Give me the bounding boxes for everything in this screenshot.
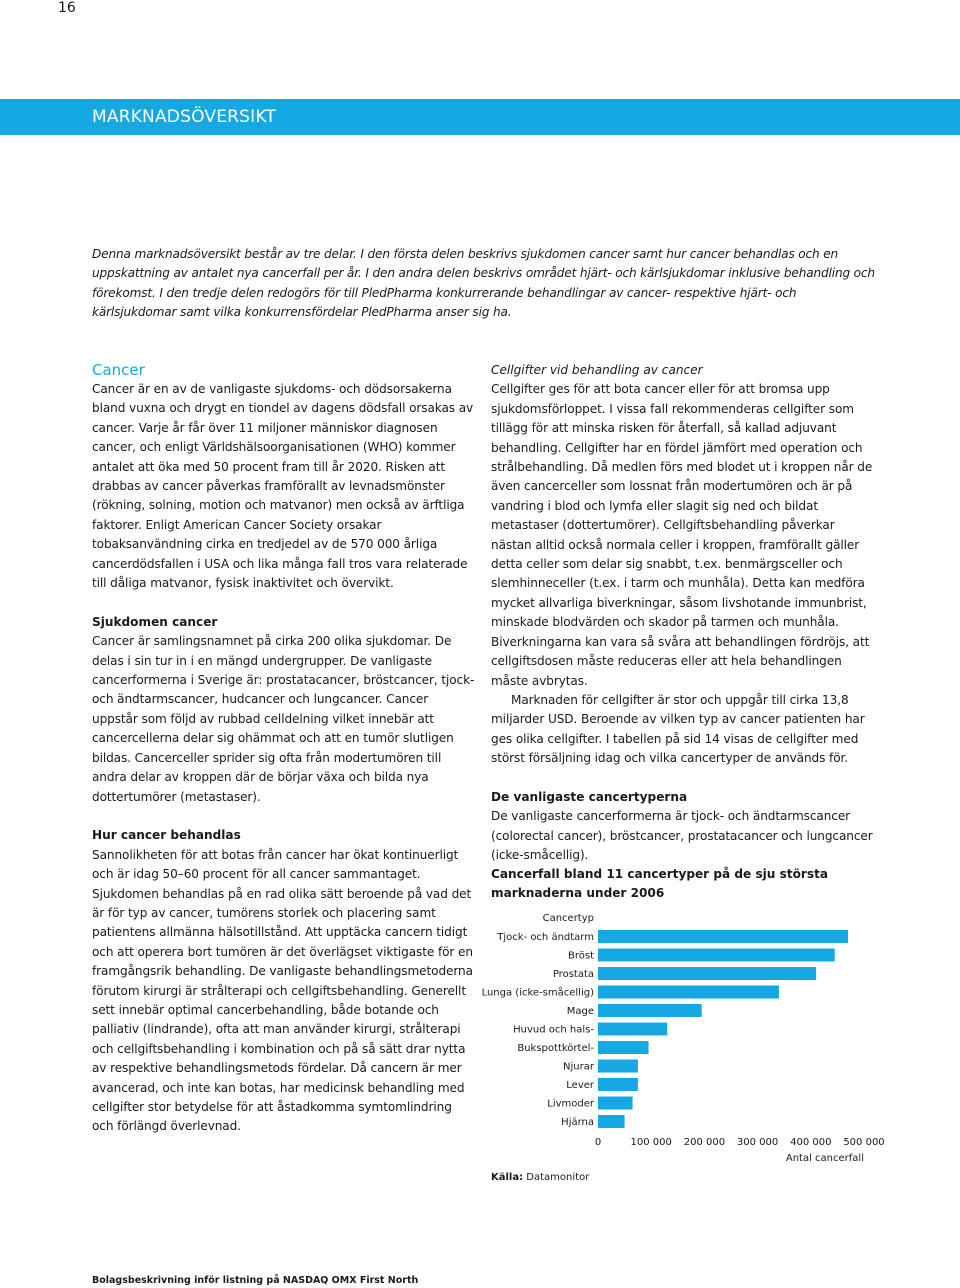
x-tick-label: 400 000 bbox=[790, 1137, 832, 1148]
bar bbox=[598, 930, 848, 943]
disease-heading: Sjukdomen cancer bbox=[92, 614, 218, 629]
category-axis-title: Cancertyp bbox=[542, 913, 594, 924]
x-tick-label: 500 000 bbox=[843, 1137, 885, 1148]
bar bbox=[598, 1023, 667, 1036]
bar bbox=[598, 1060, 638, 1073]
bar bbox=[598, 1041, 649, 1054]
chemo-heading: Cellgifter vid behandling av cancer bbox=[491, 363, 703, 377]
bar bbox=[598, 967, 816, 980]
value-axis-title: Antal cancerfall bbox=[785, 1153, 864, 1164]
bar bbox=[598, 1097, 633, 1110]
section-title: MARKNADSÖVERSIKT bbox=[92, 107, 276, 127]
treatment-body: Sannolikheten för att botas från cancer har ökat kontinuerligt och är idag 50–60 procent för all cancer sammantaget. Sjukdomen behandlas på en rad olika sätt beroende på vad det är för typ av cancer, tumörens storlek och placering samt patientens allmänna hälsotillstånd. Att upptäcka cancern tidigt och att operera bort tumören är det överlägset viktigaste för en framgångsrik behandling. De vanligaste behandlingsmetoderna förutom kirurgi är strålterapi och cellgiftsbehandling. Generellt sett innebär optimal cancerbehandling, både botande och palliativ (lindrande), ofta att man använder kirurgi, strålterapi och cellgiftsbehandling i kombination och på så sätt drar nytta av respektive behandlingsmetods fördelar. Då cancern är mer avancerad, och inte kan botas, har medicinsk behandling med cellgifter stor betydelse för att åstadkomma symtomlindring och förlängd överlevnad. bbox=[92, 847, 473, 1134]
cancer-heading: Cancer bbox=[92, 361, 145, 379]
common-types-body: De vanligaste cancerformerna är tjock- och ändtarmscancer (colorectal cancer), bröstcancer, prostatacancer och lungcancer (icke-småcellig). bbox=[491, 809, 873, 863]
source-label: Källa: bbox=[491, 1172, 524, 1183]
bar bbox=[598, 1004, 702, 1017]
disease-body: Cancer är samlingsnamnet på cirka 200 olika sjukdomar. De delas i sin tur in i en mängd undergrupper. De vanligaste cancerformerna i Sverige är: prostatacancer, bröstcancer, tjock- och ändtarmscancer, hudcancer och lungcancer. Cancer uppstår som följd av rubbad celldelning vilket innebär att cancercellerna delar sig ohämmat och att en tumör slutligen bildas. Cancerceller sprider sig ofta från modertumören till andra delar av kroppen där de börjar växa och bilda nya dottertumörer (metastaser). bbox=[92, 634, 475, 804]
cancer-body: Cancer är en av de vanligaste sjukdoms- och dödsorsakerna bland vuxna och drygt en tiondel av dagens dödsfall orsakas av cancer. Varje år får över 11 miljoner människor diagnosen cancer, och enligt Världshälsoorganisationen (WHO) kommer antalet att öka med 50 procent fram till år 2020. Risken att drabbas av cancer påverkas framförallt av levnadsmönster (rökning, solning, motion och matvanor) men också av ärftliga faktorer. Enligt American Cancer Society orsakar tobaksanvändning cirka en tredjedel av de 570 000 årliga cancerdödsfallen i USA och lika många fall tros vara relaterade till dåliga matvanor, fysisk inaktivitet och övervikt. bbox=[92, 382, 474, 591]
page-number: 16 bbox=[58, 0, 76, 16]
chart-source bbox=[491, 1171, 589, 1185]
bar bbox=[598, 1078, 638, 1091]
category-label: Njurar bbox=[563, 1061, 594, 1073]
category-label: Huvud och hals- bbox=[513, 1024, 594, 1036]
x-tick-label: 100 000 bbox=[630, 1137, 672, 1148]
source-value: Datamonitor bbox=[526, 1172, 590, 1183]
bar bbox=[598, 986, 779, 999]
bar bbox=[598, 949, 835, 962]
left-column bbox=[92, 360, 476, 1137]
bar bbox=[598, 1115, 625, 1128]
category-label: Tjock- och ändtarm bbox=[497, 932, 594, 943]
x-tick-label: 300 000 bbox=[736, 1137, 779, 1148]
page-footer: Bolagsbeskrivning inför listning på NASDAQ OMX First North bbox=[92, 1275, 419, 1286]
category-label: Mage bbox=[566, 1006, 594, 1017]
right-column bbox=[491, 361, 877, 866]
common-types-heading: De vanligaste cancertyperna bbox=[491, 789, 688, 804]
category-label: Lunga (icke-småcellig) bbox=[481, 987, 594, 999]
intro-paragraph: Denna marknadsöversikt består av tre delar. I den första delen beskrivs sjukdomen cancer samt hur cancer behandlas och en uppskattning av antalet nya cancerfall per år. I den andra delen beskrivs området hjärt- och kärlsjukdomar inklusive behandling och förekomst. I den tredje delen redogörs för till PledPharma konkurrerande behandlingar av cancer- respektive hjärt- och kärlsjukdomar samt vilka konkurrensfördelar PledPharma anser sig ha. bbox=[92, 247, 875, 320]
x-tick-label: 200 000 bbox=[683, 1137, 726, 1148]
category-label: Bröst bbox=[567, 950, 594, 962]
chemo-body: Cellgifter ges för att bota cancer eller för att bromsa upp sjukdomsförloppet. I vissa fall rekommenderas cellgifter som tillägg för att minska risken för återfall, så kallad adjuvant behandling. Cellgifter har en fördel jämfört med operation och strålbehandling. Då medlen förs med blodet ut i kroppen når de även cancerceller som lossnat från modertumören och är på vandring i blod och lymfa eller slagit sig ned och bildat metastaser (dottertumörer). Cellgiftsbehandling påverkar nästan alltid också normala celler i kroppen, framförallt gäller detta celler som delar sig snabbt, t.ex. benmärgsceller och slemhinneceller (t.ex. i tarm och munhåla). Detta kan medföra mycket allvarliga biverkningar, såsom livshotande immunbrist, minskade blodvärden och skador på tarmen och munhåla. Biverkningarna kan vara så svåra att behandlingen fördröjs, att cellgiftsdosen måste reduceras eller att hela behandlingen måste avbrytas. bbox=[491, 382, 873, 688]
x-tick-label: 0 bbox=[594, 1137, 602, 1148]
category-label: Livmoder bbox=[547, 1098, 594, 1110]
category-label: Hjärna bbox=[561, 1117, 594, 1128]
category-label: Prostata bbox=[552, 969, 594, 980]
chart-title: Cancerfall bland 11 cancertyper på de sju största marknaderna under 2006 bbox=[491, 867, 829, 900]
category-label: Lever bbox=[566, 1080, 594, 1091]
category-label: Bukspottkörtel- bbox=[517, 1043, 594, 1054]
section-banner bbox=[0, 99, 960, 135]
cancer-cases-bar-chart bbox=[480, 905, 885, 1167]
chemo-market: Marknaden för cellgifter är stor och uppgår till cirka 13,8 miljarder USD. Beroende av vilken typ av cancer patienten har ges olika cellgifter. I tabellen på sid 14 visas de cellgifter med störst försäljning idag och vilka cancertyper de används för. bbox=[491, 692, 865, 766]
treatment-heading: Hur cancer behandlas bbox=[92, 828, 241, 843]
